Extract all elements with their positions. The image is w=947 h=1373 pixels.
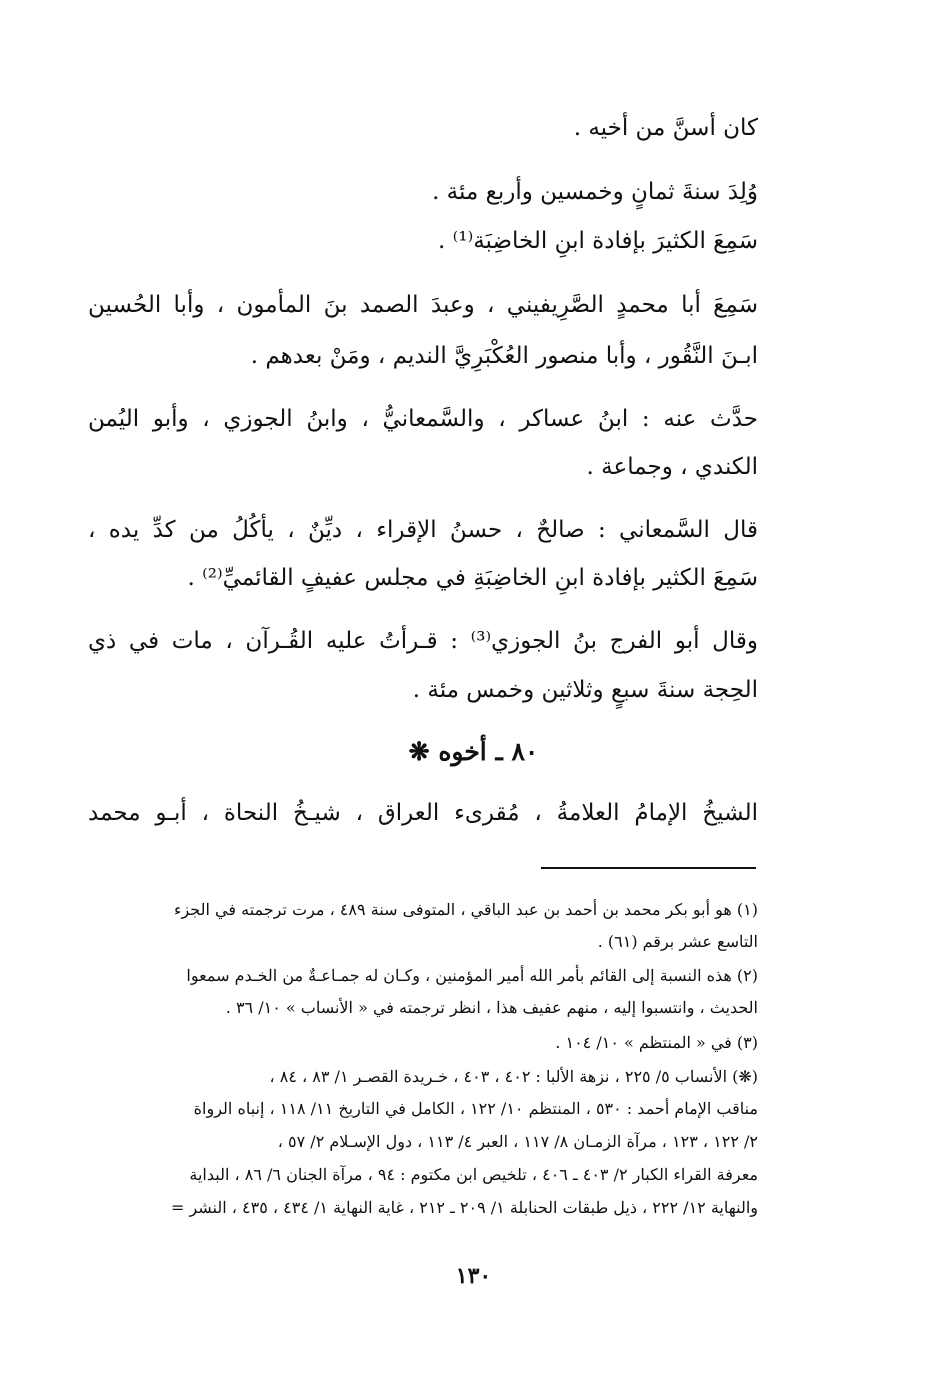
- footnote-line-7: مناقب الإمام أحمد : ٥٣٠ ، المنتظم ١٠/ ١٢٢ ، الكامل في التاريخ ١١/ ١١٨ ، إنباه الرواة: [193, 1099, 758, 1118]
- body-line-8: قال السَّمعاني : صالحٌ ، حسنُ الإقراء ، ديِّنٌ ، يأكُلُ من كدِّ يده ،: [88, 517, 758, 543]
- footnote-line-8: ٢/ ١٢٢ ، ١٢٣ ، مرآة الزمـان ٨/ ١١٧ ، العبر ٤/ ١١٣ ، دول الإسـلام ٢/ ٥٧ ،: [277, 1132, 758, 1151]
- entry-heading: ٨٠ ـ أخوه ❋: [408, 737, 539, 766]
- body-line-5: ابـنَ النَّقُور ، وأبا منصور العُكْبَرِيَّ النديم ، ومَنْ بعدهم .: [250, 343, 758, 369]
- footnote-line-10: والنهاية ١٢/ ٢٢٢ ، ذيل طبقات الحنابلة ١/ ٢٠٩ ـ ٢١٢ ، غاية النهاية ١/ ٤٣٤ ، ٤٣٥ ، النشر =: [170, 1198, 758, 1217]
- footnote-line-3: (٢) هذه النسبة إلى القائم بأمر الله أمير المؤمنين ، وكـان له جمـاعـةٌ من الخـدم سمعوا: [186, 966, 758, 985]
- footnote-line-4: الحديث ، وانتسبوا إليه ، منهم عفيف هذا ، انظر ترجمته في « الأنساب » ١٠/ ٣٦ .: [225, 998, 758, 1017]
- body-line-6: حدَّث عنه : ابنُ عساكر ، والسَّمعانيُّ ، وابنُ الجوزي ، وأبو اليُمن: [88, 406, 758, 432]
- footnote-line-1: (١) هو أبو بكر محمد بن أحمد بن عبد الباقي ، المتوفى سنة ٤٨٩ ، مرت ترجمته في الجزء: [173, 900, 758, 919]
- body-line-1: كان أسنَّ من أخيه .: [573, 115, 758, 141]
- body-line-2: وُلِدَ سنةَ ثمانٍ وخمسين وأربع مئة .: [432, 179, 758, 205]
- body-line-3: سَمِعَ الكثيرَ بإفادة ابنِ الخاضِبَة⁽¹⁾ .: [438, 228, 758, 254]
- page-number: ١٣٠: [455, 1263, 492, 1289]
- footnote-line-9: معرفة القراء الكبار ٢/ ٤٠٣ ـ ٤٠٦ ، تلخيص ابن مكتوم : ٩٤ ، مرآة الجنان ٦/ ٨٦ ، البداية: [189, 1165, 758, 1184]
- footnote-line-6: (❋) الأنساب ٥/ ٢٢٥ ، نزهة الألبا : ٤٠٢ ، ٤٠٣ ، خـريدة القصـر ١/ ٨٣ ، ٨٤ ،: [269, 1067, 758, 1086]
- body-line-12: الشيخُ الإمامُ العلامةُ ، مُقرىء العراق ، شيـخُ النحاة ، أبـو محمد: [88, 800, 758, 826]
- footnote-line-2: التاسع عشر برقم (٦١) .: [597, 932, 758, 951]
- body-line-9: سَمِعَ الكثير بإفادة ابنِ الخاضِبَةِ في مجلس عفيفٍ القائميِّ⁽²⁾ .: [187, 565, 758, 591]
- body-line-4: سَمِعَ أبا محمدٍ الصَّرِيفيني ، وعبدَ الصمد بنَ المأمون ، وأبا الحُسين: [88, 292, 758, 318]
- footnote-separator: [541, 867, 756, 869]
- body-line-10: وقال أبو الفرج بنُ الجوزي⁽³⁾ : قـرأتُ عليه القُـرآن ، مات في ذي: [88, 628, 758, 654]
- footnote-line-5: (٣) في « المنتظم » ١٠/ ١٠٤ .: [555, 1033, 758, 1052]
- body-line-7: الكندي ، وجماعة .: [586, 454, 758, 480]
- body-line-11: الحِجة سنةَ سبعٍ وثلاثين وخمس مئة .: [412, 677, 758, 703]
